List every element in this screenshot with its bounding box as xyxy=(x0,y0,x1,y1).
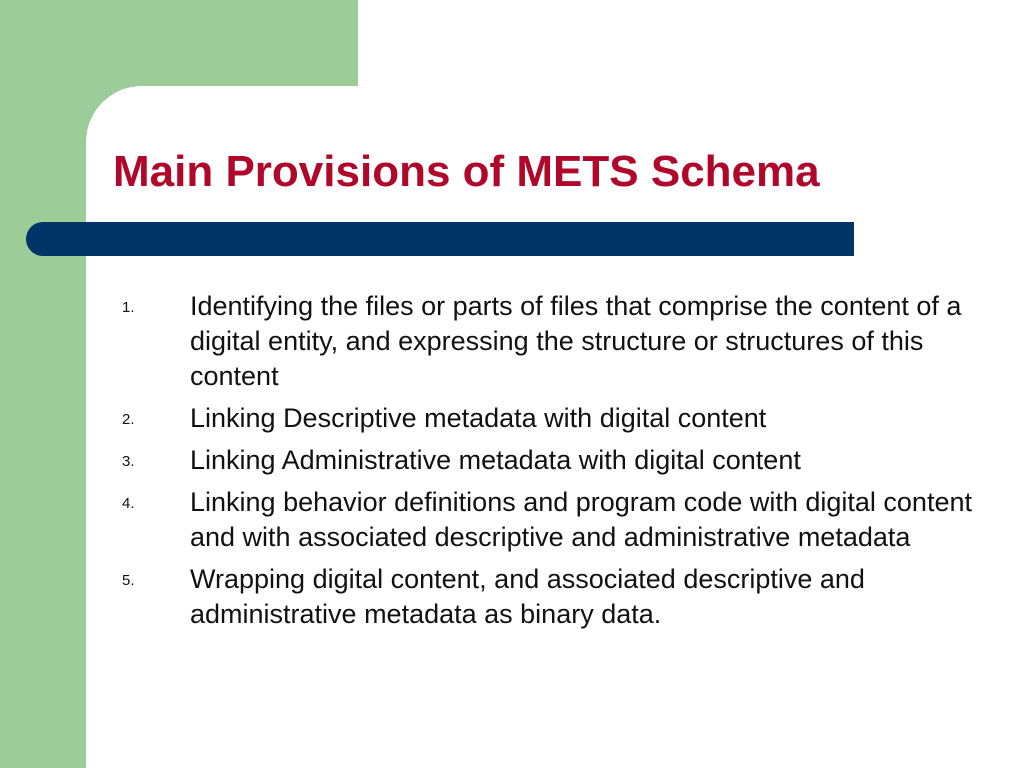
item-text: Wrapping digital content, and associated descriptive and administrative metadata as binary data. xyxy=(190,564,865,629)
list-item xyxy=(120,289,1000,394)
item-number: 2. xyxy=(122,411,135,428)
item-number: 3. xyxy=(122,453,135,470)
item-text: Linking Descriptive metadata with digital content xyxy=(190,403,767,433)
list-item xyxy=(120,485,1000,555)
title-underline-bar xyxy=(26,222,854,256)
item-text: Linking behavior definitions and program code with digital content and with associated descriptive and administrative metadata xyxy=(190,487,972,552)
item-number: 4. xyxy=(122,495,135,512)
list-item xyxy=(120,401,1000,436)
item-number: 1. xyxy=(122,299,135,316)
item-text: Identifying the files or parts of files that comprise the content of a digital entity, and expressing the structure or structures of this content xyxy=(190,291,962,391)
provisions-list xyxy=(120,289,1000,639)
item-number: 5. xyxy=(122,572,135,589)
list-item xyxy=(120,562,1000,632)
list-item xyxy=(120,443,1000,478)
slide-title: Main Provisions of METS Schema xyxy=(113,147,820,196)
item-text: Linking Administrative metadata with digital content xyxy=(190,445,801,475)
